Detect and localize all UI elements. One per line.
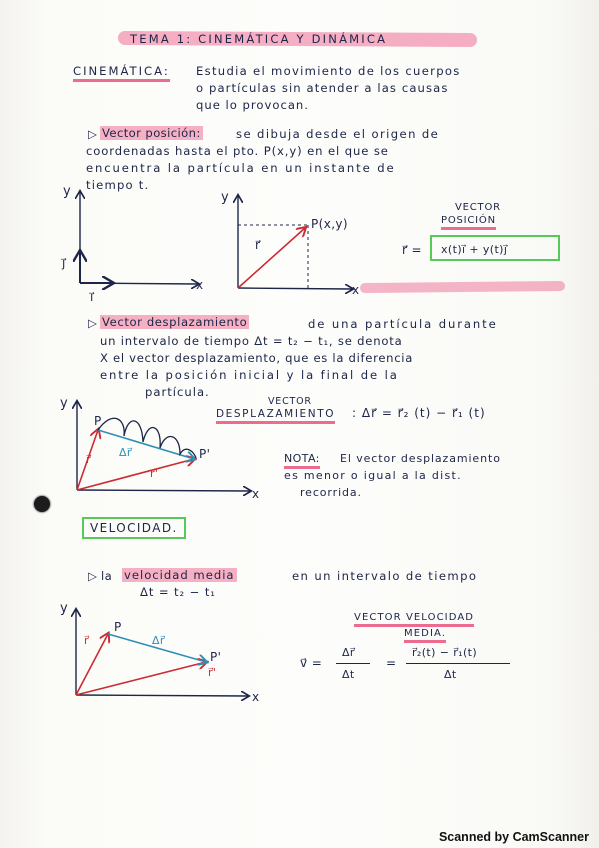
disp-p-label: P [94,414,102,428]
vel-r-label: r⃗ [84,634,89,647]
velocidad-section-title: VELOCIDAD. [82,517,186,539]
desplazamiento-formula: : Δr⃗ = r⃗₂ (t) − r⃗₁ (t) [352,406,486,420]
camscanner-watermark: Scanned by CamScanner [438,830,589,844]
diag1-y-label: y [63,184,72,199]
vel-r2-vector [76,662,206,695]
vel-p2-label: P' [210,650,222,664]
velocidad-v-lhs: v⃗ = [300,656,323,670]
velocidad-line-2: Δt = t₂ − t₁ [140,585,216,599]
velocidad-eq: = [386,656,397,670]
disp-p2-label: P' [199,447,211,461]
vel-dr-label: Δr⃗ [152,634,165,647]
diag2-y-label: y [221,190,230,205]
posicion-line-3: encuentra la partícula en un instante de [86,161,396,175]
desplazamiento-line-4: entre la posición inicial y la final de la [100,368,399,382]
disp-r2-label: r⃗' [150,467,159,480]
position-formula-rhs: x(t)i⃗ + y(t)j⃗ [441,243,508,256]
velocidad-line-1-rest: en un intervalo de tiempo [292,569,478,583]
desplazamiento-line-3: X el vector desplazamiento, que es la diferencia [100,351,414,365]
vector-posicion-box-title-1: VECTOR [455,202,501,213]
desplazamiento-line-1-rest: de una partícula durante [308,317,498,331]
cinematica-line-1: Estudia el movimiento de los cuerpos [196,64,461,78]
diag1-x-label: x [196,278,204,292]
velocidad-num2: r⃗₂(t) − r⃗₁(t) [412,646,478,659]
diag2-point-label: P(x,y) [311,217,349,231]
vector-posicion-box-title-2: POSICIÓN [441,215,496,230]
velocidad-den1: Δt [342,668,355,681]
diag2-x-label: x [352,283,360,297]
vector-desplazamiento-term: Vector desplazamiento [102,315,248,329]
disp-dr-label: Δr⃗ [119,446,132,459]
diag2-r-label: r⃗ [255,238,261,252]
desplazamiento-line-5: partícula. [145,385,210,399]
cinematica-line-3: que lo provocan. [196,98,309,112]
nota-label: NOTA: [284,452,320,469]
page-title: TEMA 1: CINEMÁTICA Y DINÁMICA [130,32,388,46]
nota-line-1: El vector desplazamiento [340,452,501,465]
vel-r2-label: r⃗' [208,666,217,679]
nota-line-3: recorrida. [300,486,362,499]
desplazamiento-line-2: un intervalo de tiempo Δt = t₂ − t₁, se denota [100,334,403,348]
bullet-marker-2: ▷ [88,316,98,330]
bullet-marker-3: ▷ [88,569,98,583]
velocidad-den2: Δt [444,668,457,681]
diag1-i-label: i⃗ [90,290,94,304]
velocidad-la: la [101,569,113,583]
bullet-marker: ▷ [88,127,98,141]
position-formula-lhs: r⃗ = [402,243,423,257]
vel-y-label: y [60,601,69,616]
velocidad-title-1: VECTOR VELOCIDAD [354,612,474,627]
vel-x-axis [76,695,248,696]
disp-y-label: y [60,396,69,411]
velocidad-media-term: velocidad media [124,568,235,582]
disp-x-label: x [252,487,260,501]
disp-r-label: r⃗ [86,453,91,466]
vector-posicion-term: Vector posición: [102,126,201,140]
nota-line-2: es menor o igual a la dist. [284,469,462,482]
desplazamiento-title-1: VECTOR [268,396,312,407]
cinematica-line-2: o partículas sin atender a las causas [196,81,449,95]
vel-p-label: P [114,620,122,634]
velocidad-title-2: MEDIA. [404,628,446,643]
desplazamiento-title-2: DESPLAZAMIENTO [216,408,335,424]
vel-r-vector [76,634,108,695]
posicion-line-4: tiempo t. [86,178,150,192]
fraction-bar-1 [336,663,370,664]
vel-x-label: x [252,690,260,704]
fraction-bar-2 [406,663,510,664]
cinematica-label: CINEMÁTICA: [73,64,170,82]
velocidad-num1: Δr⃗ [342,646,355,659]
posicion-line-1-rest: se dibuja desde el origen de [236,127,440,141]
posicion-line-2: coordenadas hasta el pto. P(x,y) en el que se [86,144,389,158]
diag1-j-label: j⃗ [62,256,66,270]
